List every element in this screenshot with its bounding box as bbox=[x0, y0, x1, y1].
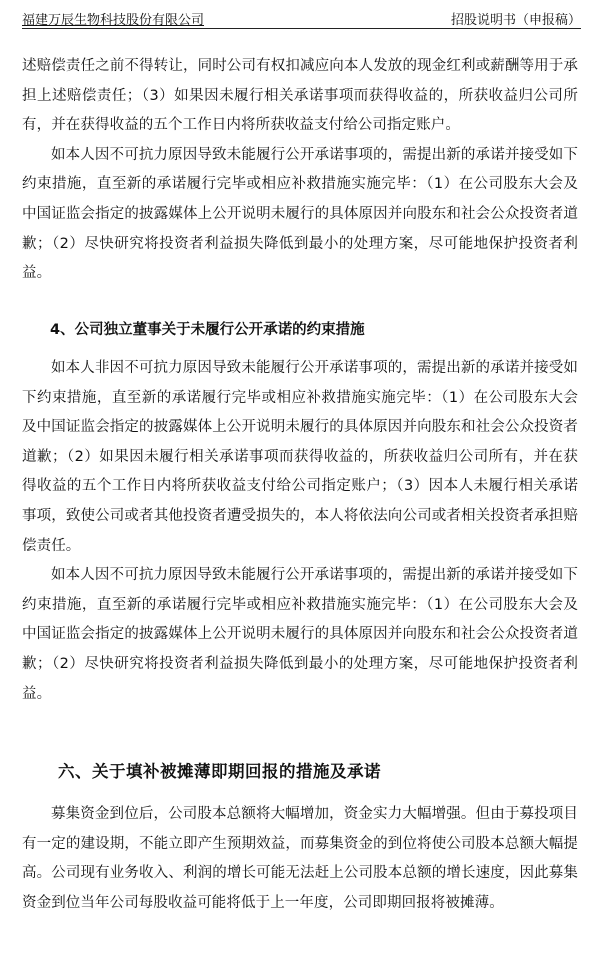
document-title: 招股说明书（申报稿） bbox=[450, 13, 581, 28]
paragraph-force-majeure-2: 如本人因不可抗力原因导致未能履行公开承诺事项的，需提出新的承诺并接受如下约束措施，直至新的承诺履行完毕或相应补救措施实施完毕：（1）在公司股东大会及中国证监会指定的披露媒体上公开说明未履行的具体原因并向股东和社会公众投资者道歉；（2）尽快研究将投资者利益损失降低到最小的处理方案，尽可能地保护投资者利益。 bbox=[22, 567, 578, 702]
page-header bbox=[22, 6, 581, 29]
company-name: 福建万辰生物科技股份有限公司 bbox=[22, 13, 205, 28]
continued-text-block bbox=[22, 52, 578, 289]
section-heading-independent-directors: 4、公司独立董事关于未履行公开承诺的约束措施 bbox=[50, 322, 365, 338]
section4-text-block bbox=[22, 354, 578, 709]
paragraph-dilution: 募集资金到位后，公司股本总额将大幅增加，资金实力大幅增强。但由于募投项目有一定的建设期，不能立即产生预期效益，而募集资金的到位将使公司股本总额大幅提高。公司现有业务收入、利润的增长可能无法赶上公司股本总额的增长速度，因此募集资金到位当年公司每股收益可能将低于上一年度，公司即期回报将被摊薄。 bbox=[22, 806, 578, 911]
section-heading-dilution-measures: 六、关于填补被摊薄即期回报的措施及承诺 bbox=[58, 762, 381, 781]
paragraph-continued: 述赔偿责任之前不得转让，同时公司有权扣减应向本人发放的现金红利或薪酬等用于承担上述赔偿责任；（3）如果因未履行相关承诺事项而获得收益的，所获收益归公司所有，并在获得收益的五个工作日内将所获收益支付给公司指定账户。 bbox=[22, 58, 578, 134]
paragraph-non-force-majeure: 如本人非因不可抗力原因导致未能履行公开承诺事项的，需提出新的承诺并接受如下约束措施，直至新的承诺履行完毕或相应补救措施实施完毕：（1）在公司股东大会及中国证监会指定的披露媒体上公开说明未履行的具体原因并向股东和社会公众投资者道歉；（2）如果因未履行相关承诺事项而获得收益的，所获收益归公司所有，并在获得收益的五个工作日内将所获收益支付给公司指定账户；（3）因本人未履行相关承诺事项，致使公司或者其他投资者遭受损失的，本人将依法向公司或者相关投资者承担赔偿责任。 bbox=[22, 360, 578, 554]
section6-text-block bbox=[22, 800, 578, 918]
paragraph-force-majeure-1: 如本人因不可抗力原因导致未能履行公开承诺事项的，需提出新的承诺并接受如下约束措施，直至新的承诺履行完毕或相应补救措施实施完毕：（1）在公司股东大会及中国证监会指定的披露媒体上公开说明未履行的具体原因并向股东和社会公众投资者道歉；（2）尽快研究将投资者利益损失降低到最小的处理方案，尽可能地保护投资者利益。 bbox=[22, 146, 578, 282]
